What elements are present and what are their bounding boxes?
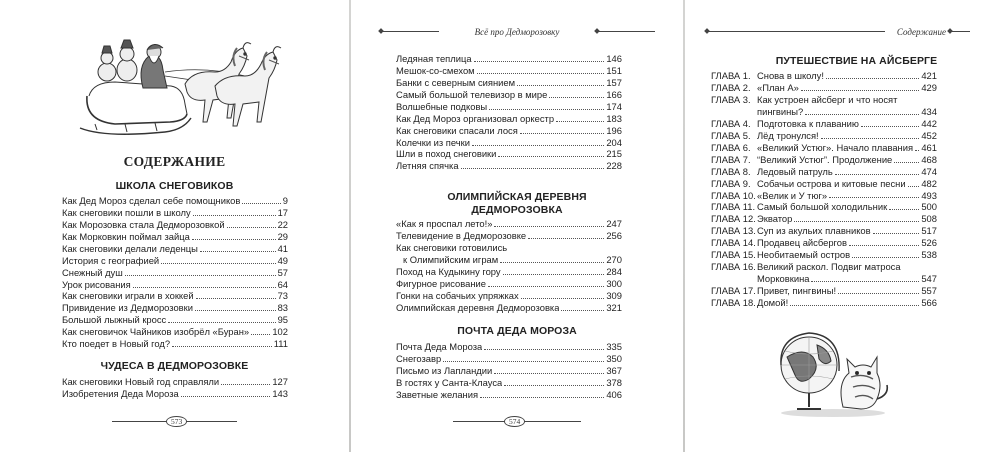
leader-dots bbox=[474, 61, 605, 62]
entry-title: История с географией bbox=[62, 254, 160, 266]
entry-page: 183 bbox=[606, 112, 622, 124]
leader-dots bbox=[472, 145, 604, 146]
chapter-entry[interactable] bbox=[711, 94, 937, 118]
chapter-label: ГЛАВА 2. bbox=[711, 81, 751, 93]
chapter-title: «План А» bbox=[757, 81, 799, 93]
chapter-title: Собачьи острова и китовые песни bbox=[757, 177, 906, 189]
toc-entry[interactable] bbox=[396, 77, 622, 89]
toc-list-school bbox=[62, 195, 288, 350]
running-head-rule-right bbox=[595, 31, 655, 32]
entry-title: Олимпийская деревня Дедморозовка bbox=[396, 301, 560, 313]
chapter-page: 557 bbox=[921, 285, 937, 297]
sleigh-illustration bbox=[75, 26, 290, 146]
toc-entry[interactable] bbox=[396, 89, 622, 101]
toc-entry[interactable] bbox=[396, 278, 622, 290]
leader-dots bbox=[790, 305, 919, 306]
toc-entry[interactable] bbox=[62, 255, 288, 267]
leader-dots bbox=[821, 138, 920, 139]
entry-page: 41 bbox=[277, 242, 288, 254]
chapter-label: ГЛАВА 15. bbox=[711, 249, 756, 261]
leader-dots bbox=[484, 349, 604, 350]
section-heading-mail: ПОЧТА ДЕДА МОРОЗА bbox=[457, 325, 577, 337]
leader-dots bbox=[161, 263, 275, 264]
chapter-label: ГЛАВА 1. bbox=[711, 70, 751, 81]
entry-title: Урок рисования bbox=[62, 278, 131, 290]
leader-dots bbox=[838, 293, 919, 294]
leader-dots bbox=[520, 133, 605, 134]
chapter-title: Морковкина bbox=[757, 273, 810, 285]
leader-dots bbox=[503, 274, 605, 275]
page-575 bbox=[685, 0, 1000, 452]
chapter-page: 482 bbox=[921, 177, 937, 189]
entry-title: Заветные желания bbox=[396, 388, 479, 400]
chapter-entry[interactable] bbox=[711, 142, 937, 154]
chapter-page: 442 bbox=[921, 117, 937, 129]
toc-entry[interactable] bbox=[62, 314, 288, 326]
chapter-page: 508 bbox=[921, 213, 937, 225]
toc-list-olympic bbox=[396, 218, 622, 314]
leader-dots bbox=[200, 251, 276, 252]
toc-entry[interactable] bbox=[396, 353, 622, 365]
toc-entry[interactable] bbox=[396, 389, 622, 401]
toc-list-miracles bbox=[62, 376, 288, 400]
entry-page: 127 bbox=[272, 375, 288, 387]
toc-entry[interactable] bbox=[396, 341, 622, 353]
entry-title: Шли в поход снеговики bbox=[396, 148, 497, 160]
entry-title: Как снеговики спасали лося bbox=[396, 124, 518, 136]
chapter-page: 461 bbox=[921, 141, 937, 153]
chapter-page: 434 bbox=[921, 105, 937, 117]
toc-entry[interactable] bbox=[396, 266, 622, 278]
entry-page: 174 bbox=[606, 100, 622, 112]
toc-entry[interactable] bbox=[396, 149, 622, 161]
toc-entry[interactable] bbox=[396, 125, 622, 137]
entry-page: 270 bbox=[606, 253, 622, 265]
entry-page: 95 bbox=[277, 314, 288, 326]
chapter-entry[interactable] bbox=[711, 82, 937, 94]
chapter-entry[interactable] bbox=[711, 154, 937, 166]
toc-entry[interactable] bbox=[62, 195, 288, 207]
toc-entry[interactable] bbox=[62, 231, 288, 243]
toc-entry[interactable] bbox=[62, 267, 288, 279]
chapter-page: 474 bbox=[921, 165, 937, 177]
leader-dots bbox=[852, 257, 919, 258]
chapter-label: ГЛАВА 4. bbox=[711, 117, 751, 129]
chapter-title: Необитаемый остров bbox=[757, 249, 851, 261]
entry-page: 256 bbox=[606, 229, 622, 241]
leader-dots bbox=[172, 346, 272, 347]
entry-title: Письмо из Лапландии bbox=[396, 364, 493, 376]
toc-entry[interactable] bbox=[396, 365, 622, 377]
entry-page: 49 bbox=[277, 254, 288, 266]
leader-dots bbox=[494, 373, 604, 374]
chapter-label: ГЛАВА 12. bbox=[711, 213, 756, 225]
entry-title: Ледяная теплица bbox=[396, 52, 472, 64]
entry-title: Почта Деда Мороза bbox=[396, 340, 483, 352]
chapter-label: ГЛАВА 13. bbox=[711, 225, 756, 237]
chapter-title: Привет, пингвины! bbox=[757, 285, 837, 297]
chapter-entry[interactable] bbox=[711, 225, 937, 237]
leader-dots bbox=[504, 385, 604, 386]
chapter-title: Как устроен айсберг и что носят bbox=[757, 93, 898, 105]
chapter-title: Великий раскол. Подвиг матроса bbox=[757, 261, 901, 273]
entry-page: 143 bbox=[272, 387, 288, 399]
chapter-page: 517 bbox=[921, 225, 937, 237]
chapter-page: 538 bbox=[921, 249, 937, 261]
entry-title: Как снеговики готовились bbox=[396, 241, 508, 253]
chapter-page: 500 bbox=[921, 201, 937, 213]
section-heading-iceberg: ПУТЕШЕСТВИЕ НА АЙСБЕРГЕ bbox=[775, 55, 938, 67]
leader-dots bbox=[192, 239, 276, 240]
entry-page: 64 bbox=[277, 278, 288, 290]
chapter-title: «Велик и У тюг» bbox=[757, 189, 828, 201]
entry-page: 335 bbox=[606, 340, 622, 352]
toc-entry[interactable] bbox=[62, 388, 288, 400]
leader-dots bbox=[477, 73, 605, 74]
leader-dots bbox=[443, 361, 604, 362]
chapter-entry[interactable] bbox=[711, 166, 937, 178]
leader-dots bbox=[227, 227, 276, 228]
entry-page: 157 bbox=[606, 76, 622, 88]
chapter-page: 547 bbox=[921, 273, 937, 285]
toc-entry[interactable] bbox=[62, 243, 288, 255]
chapter-label: ГЛАВА 14. bbox=[711, 237, 756, 249]
leader-dots bbox=[561, 310, 604, 311]
folio-573 bbox=[166, 416, 187, 427]
leader-dots bbox=[125, 275, 276, 276]
entry-page: 83 bbox=[277, 302, 288, 314]
entry-page: 111 bbox=[273, 338, 288, 350]
chapter-title: пингвины? bbox=[757, 105, 804, 117]
leader-dots bbox=[517, 85, 604, 86]
entry-title: Летняя спячка bbox=[396, 160, 459, 172]
toc-entry[interactable] bbox=[396, 53, 622, 65]
toc-entry[interactable] bbox=[62, 326, 288, 338]
chapter-label: ГЛАВА 5. bbox=[711, 129, 751, 141]
leader-dots bbox=[195, 310, 276, 311]
entry-page: 367 bbox=[606, 364, 622, 376]
entry-page: 204 bbox=[606, 136, 622, 148]
section-heading-line: ДЕДМОРОЗОВКА bbox=[471, 204, 563, 216]
chapter-title: “Великий Устюг”. Продолжение bbox=[757, 153, 893, 165]
entry-page: 166 bbox=[606, 88, 622, 100]
entry-title: Снежный душ bbox=[62, 266, 123, 278]
leader-dots bbox=[849, 245, 919, 246]
chapter-label: ГЛАВА 10. bbox=[711, 189, 756, 201]
entry-title: Как снеговичок Чайников изобрёл «Буран» bbox=[62, 326, 250, 338]
entry-page: 215 bbox=[606, 148, 622, 160]
leader-dots bbox=[500, 262, 604, 263]
running-head-rule-right bbox=[948, 31, 970, 32]
entry-page: 146 bbox=[606, 52, 622, 64]
toc-entry[interactable] bbox=[62, 291, 288, 303]
chapter-entry[interactable] bbox=[711, 178, 937, 190]
chapter-entry[interactable] bbox=[711, 190, 937, 202]
toc-entry[interactable] bbox=[396, 377, 622, 389]
chapter-title: Самый большой холодильник bbox=[757, 201, 888, 213]
chapter-entry[interactable] bbox=[711, 261, 937, 285]
leader-dots bbox=[829, 197, 919, 198]
entry-title: Как снеговики пошли в школу bbox=[62, 206, 191, 218]
toc-entry[interactable] bbox=[396, 65, 622, 77]
toc-entry-line1[interactable] bbox=[396, 242, 622, 254]
page-number: 573 bbox=[166, 416, 187, 427]
folio-574 bbox=[504, 416, 525, 427]
entry-page: 196 bbox=[606, 124, 622, 136]
leader-dots bbox=[251, 334, 270, 335]
chapter-entry[interactable] bbox=[711, 297, 937, 309]
entry-title: Фигурное рисование bbox=[396, 277, 486, 289]
chapter-title: Ледовый патруль bbox=[757, 165, 833, 177]
chapter-entry[interactable] bbox=[711, 237, 937, 249]
running-head: Всё про Дедморозовку bbox=[474, 27, 560, 37]
toc-entry[interactable] bbox=[396, 113, 622, 125]
toc-entry[interactable] bbox=[62, 302, 288, 314]
entry-title: Как снеговики Новый год справляли bbox=[62, 375, 220, 387]
entry-title: Привидение из Дедморозовки bbox=[62, 302, 193, 314]
chapter-list bbox=[711, 70, 937, 309]
entry-page: 406 bbox=[606, 388, 622, 400]
chapter-label: ГЛАВА 9. bbox=[711, 177, 751, 189]
entry-page: 378 bbox=[606, 376, 622, 388]
entry-title: к Олимпийским играм bbox=[403, 253, 499, 265]
chapter-page: 421 bbox=[921, 70, 937, 81]
entry-title: Гонки на собачьих упряжках bbox=[396, 289, 519, 301]
entry-title: Изобретения Деда Мороза bbox=[62, 387, 179, 399]
entry-page: 9 bbox=[282, 194, 288, 206]
chapter-title: Снова в школу! bbox=[757, 70, 824, 81]
entry-title: Как снеговики играли в хоккей bbox=[62, 290, 194, 302]
chapter-title: Суп из акульих плавников bbox=[757, 225, 871, 237]
chapter-entry[interactable] bbox=[711, 118, 937, 130]
chapter-entry[interactable] bbox=[711, 201, 937, 213]
running-head: Содержание bbox=[896, 27, 946, 37]
entry-page: 22 bbox=[277, 218, 288, 230]
entry-page: 309 bbox=[606, 289, 622, 301]
chapter-title: Домой! bbox=[757, 297, 789, 309]
running-head-rule-left bbox=[705, 31, 885, 32]
chapter-label: ГЛАВА 8. bbox=[711, 165, 751, 177]
leader-dots bbox=[196, 298, 276, 299]
chapter-page: 429 bbox=[921, 81, 937, 93]
entry-page: 228 bbox=[606, 160, 622, 172]
entry-page: 102 bbox=[272, 326, 288, 338]
toc-list-miracles-cont bbox=[396, 53, 622, 172]
leader-dots bbox=[801, 90, 919, 91]
chapter-label: ГЛАВА 7. bbox=[711, 153, 751, 165]
entry-title: Как Морковкин поймал зайца bbox=[62, 230, 190, 242]
toc-entry[interactable] bbox=[396, 218, 622, 230]
entry-page: 17 bbox=[277, 206, 288, 218]
toc-entry[interactable] bbox=[396, 290, 622, 302]
toc-entry[interactable] bbox=[62, 338, 288, 350]
toc-entry[interactable] bbox=[396, 230, 622, 242]
leader-dots bbox=[168, 322, 275, 323]
leader-dots bbox=[498, 156, 604, 157]
leader-dots bbox=[835, 174, 920, 175]
leader-dots bbox=[494, 226, 604, 227]
chapter-entry[interactable] bbox=[711, 130, 937, 142]
page-number: 574 bbox=[504, 416, 525, 427]
leader-dots bbox=[521, 298, 605, 299]
entry-title: Поход на Кудыкину гору bbox=[396, 265, 501, 277]
leader-dots bbox=[811, 281, 919, 282]
leader-dots bbox=[133, 287, 276, 288]
entry-title: Как Морозовка стала Дедморозовкой bbox=[62, 218, 225, 230]
entry-title: Как снеговики делали леденцы bbox=[62, 242, 198, 254]
leader-dots bbox=[889, 209, 919, 210]
section-heading-line: ОЛИМПИЙСКАЯ ДЕРЕВНЯ bbox=[447, 191, 587, 203]
leader-dots bbox=[894, 162, 919, 163]
leader-dots bbox=[181, 396, 271, 397]
toc-entry-line2[interactable] bbox=[396, 254, 622, 266]
chapter-label: ГЛАВА 16. bbox=[711, 261, 756, 273]
leader-dots bbox=[908, 186, 920, 187]
leader-dots bbox=[480, 397, 604, 398]
chapter-label: ГЛАВА 17. bbox=[711, 285, 756, 297]
leader-dots bbox=[193, 215, 276, 216]
entry-page: 29 bbox=[277, 230, 288, 242]
toc-entry[interactable] bbox=[62, 219, 288, 231]
entry-title: Большой лыжный кросс bbox=[62, 314, 167, 326]
leader-dots bbox=[461, 168, 605, 169]
page-573 bbox=[0, 0, 349, 452]
toc-list-mail bbox=[396, 341, 622, 401]
chapter-entry[interactable] bbox=[711, 213, 937, 225]
leader-dots bbox=[489, 109, 604, 110]
toc-entry[interactable] bbox=[396, 302, 622, 314]
chapter-page: 468 bbox=[921, 153, 937, 165]
toc-entry[interactable] bbox=[62, 376, 288, 388]
chapter-entry[interactable] bbox=[711, 249, 937, 261]
entry-title: Самый большой телевизор в мире bbox=[396, 88, 548, 100]
entry-title: «Как я проспал лето!» bbox=[396, 217, 493, 229]
chapter-title: Экватор bbox=[757, 213, 793, 225]
entry-title: Как Дед Мороз организовал оркестр bbox=[396, 112, 555, 124]
chapter-page: 493 bbox=[921, 189, 937, 201]
chapter-page: 566 bbox=[921, 297, 937, 309]
entry-page: 300 bbox=[606, 277, 622, 289]
toc-entry[interactable] bbox=[62, 279, 288, 291]
entry-title: Банки с северным сиянием bbox=[396, 76, 516, 88]
page-574 bbox=[351, 0, 683, 452]
chapter-label: ГЛАВА 3. bbox=[711, 93, 751, 105]
chapter-label: ГЛАВА 11. bbox=[711, 201, 756, 213]
entry-page: 73 bbox=[277, 290, 288, 302]
leader-dots bbox=[915, 150, 919, 151]
leader-dots bbox=[556, 121, 604, 122]
entry-title: Снегозавр bbox=[396, 352, 442, 364]
entry-page: 151 bbox=[606, 64, 622, 76]
entry-page: 350 bbox=[606, 352, 622, 364]
toc-entry[interactable] bbox=[396, 137, 622, 149]
leader-dots bbox=[488, 286, 604, 287]
toc-entry[interactable] bbox=[396, 101, 622, 113]
entry-page: 247 bbox=[606, 217, 622, 229]
entry-title: В гостях у Санта-Клауса bbox=[396, 376, 503, 388]
leader-dots bbox=[861, 126, 919, 127]
section-heading-miracles: ЧУДЕСА В ДЕДМОРОЗОВКЕ bbox=[100, 360, 249, 372]
section-heading-olympic bbox=[351, 191, 683, 217]
entry-title: Волшебные подковы bbox=[396, 100, 488, 112]
chapter-entry[interactable] bbox=[711, 70, 937, 82]
chapter-title: «Великий Устюг». Начало плавания bbox=[757, 141, 914, 153]
chapter-label: ГЛАВА 6. bbox=[711, 141, 751, 153]
entry-page: 321 bbox=[606, 301, 622, 313]
toc-entry[interactable] bbox=[62, 207, 288, 219]
toc-title: СОДЕРЖАНИЕ bbox=[123, 154, 226, 169]
leader-dots bbox=[826, 78, 919, 79]
leader-dots bbox=[873, 233, 920, 234]
entry-page: 284 bbox=[606, 265, 622, 277]
chapter-label: ГЛАВА 18. bbox=[711, 297, 756, 309]
entry-title: Как Дед Мороз сделал себе помощников bbox=[62, 194, 241, 206]
chapter-title: Подготовка к плаванию bbox=[757, 117, 859, 129]
chapter-page: 452 bbox=[921, 129, 937, 141]
entry-page: 57 bbox=[277, 266, 288, 278]
leader-dots bbox=[549, 97, 604, 98]
chapter-title: Лёд тронулся! bbox=[757, 129, 819, 141]
section-heading-school: ШКОЛА СНЕГОВИКОВ bbox=[115, 180, 234, 192]
entry-title: Колечки из печки bbox=[396, 136, 471, 148]
leader-dots bbox=[221, 384, 270, 385]
chapter-page: 526 bbox=[921, 237, 937, 249]
entry-title: Мешок-со-смехом bbox=[396, 64, 475, 76]
globe-cat-illustration bbox=[773, 327, 893, 419]
entry-title: Кто поедет в Новый год? bbox=[62, 338, 171, 350]
leader-dots bbox=[528, 238, 604, 239]
chapter-entry[interactable] bbox=[711, 285, 937, 297]
leader-dots bbox=[794, 221, 919, 222]
leader-dots bbox=[242, 203, 280, 204]
toc-entry[interactable] bbox=[396, 160, 622, 172]
leader-dots bbox=[805, 114, 919, 115]
entry-title: Телевидение в Дедморозовке bbox=[396, 229, 527, 241]
chapter-title: Продавец айсбергов bbox=[757, 237, 847, 249]
